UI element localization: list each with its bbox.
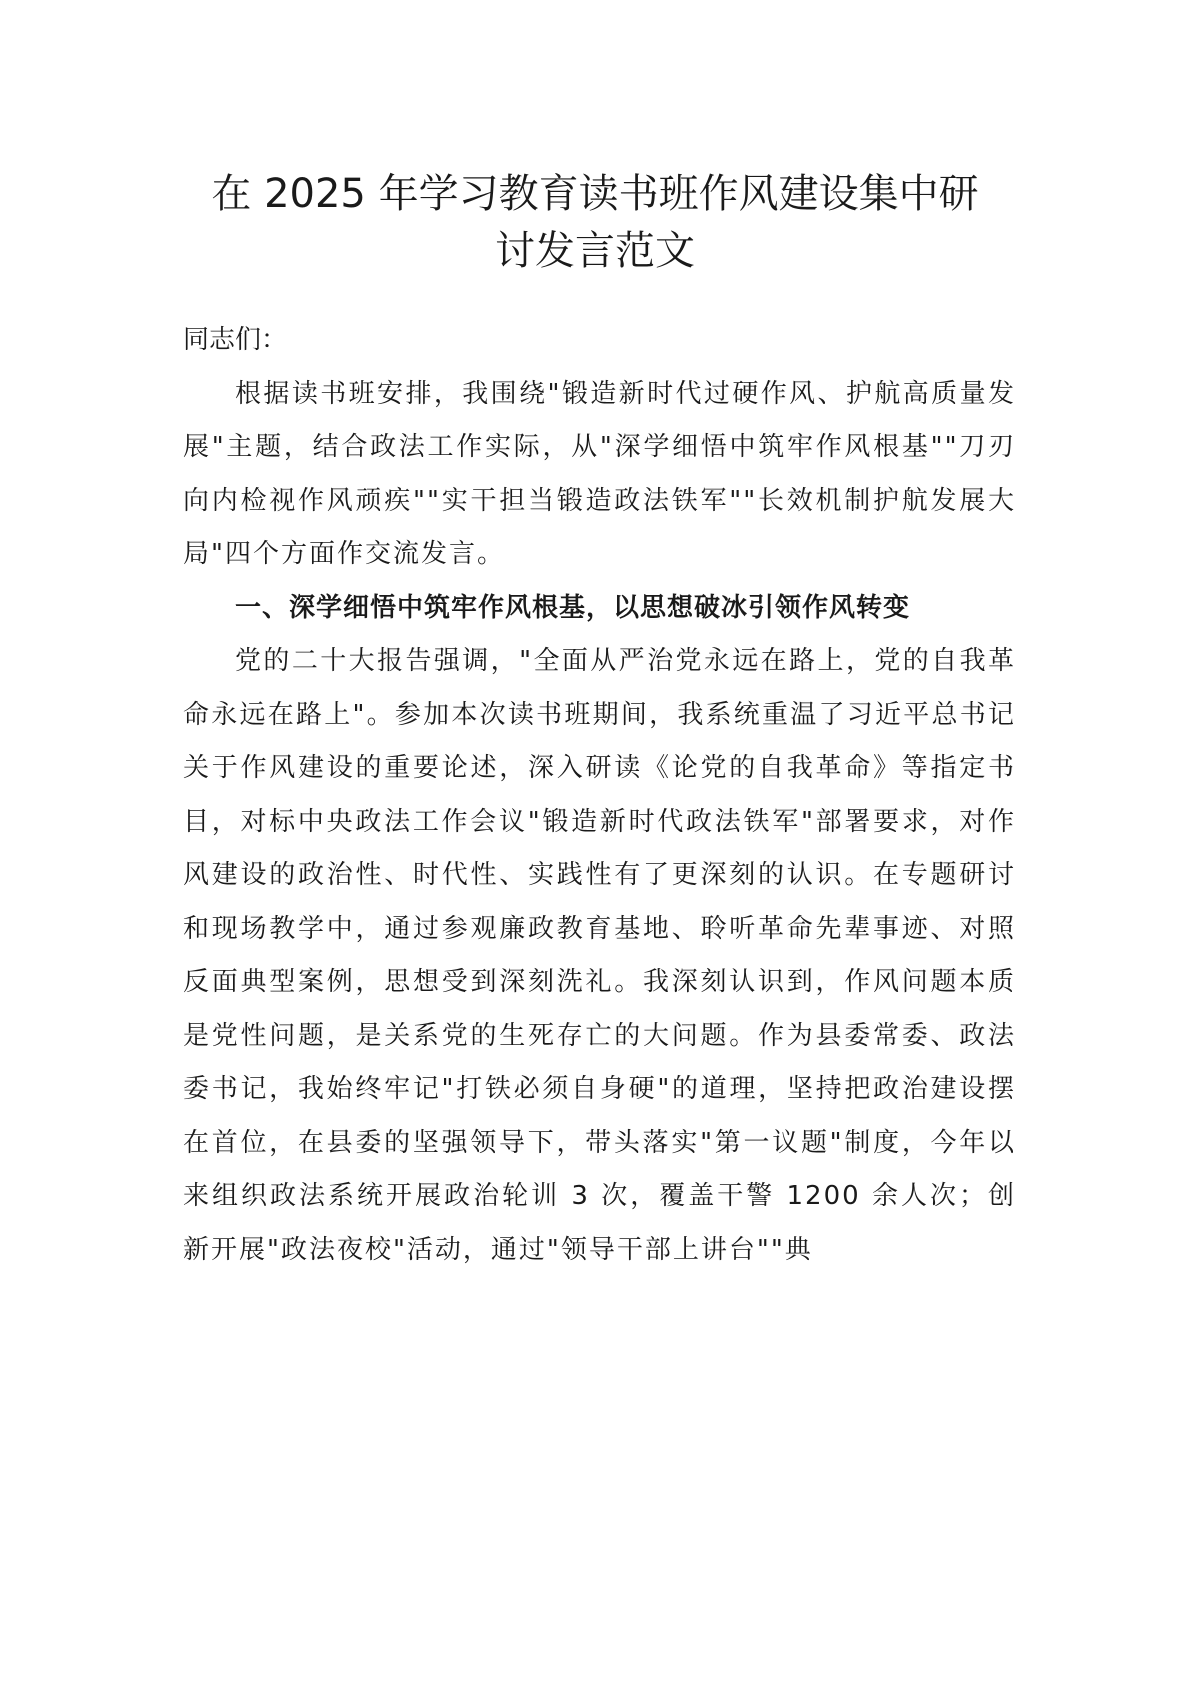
document-title (170, 166, 1020, 280)
document-body (183, 314, 1016, 1277)
intro-paragraph: 根据读书班安排，我围绕"锻造新时代过硬作风、护航高质量发展"主题，结合政法工作实际，从"深学细悟中筑牢作风根基""刀刃向内检视作风顽疾""实干担当锻造政法铁军""长效机制护航发展大局"四个方面作交流发言。 (183, 378, 1016, 569)
salutation: 同志们： (183, 325, 288, 355)
document-title-line-2: 讨发言范文 (495, 228, 695, 274)
section-1-heading: 一、深学细悟中筑牢作风根基，以思想破冰引领作风转变 (235, 592, 911, 623)
document-title-line-1: 在 2025 年学习教育读书班作风建设集中研 (211, 171, 979, 217)
section-1-paragraph: 党的二十大报告强调，"全面从严治党永远在路上，党的自我革命永远在路上"。参加本次读书班期间，我系统重温了习近平总书记关于作风建设的重要论述，深入研读《论党的自我革命》等指定书目，对标中央政法工作会议"锻造新时代政法铁军"部署要求，对作风建设的政治性、时代性、实践性有了更深刻的认识。在专题研讨和现场教学中，通过参观廉政教育基地、聆听革命先辈事迹、对照反面典型案例，思想受到深刻洗礼。我深刻认识到，作风问题本质是党性问题，是关系党的生死存亡的大问题。作为县委常委、政法委书记，我始终牢记"打铁必须自身硬"的道理，坚持把政治建设摆在首位，在县委的坚强领导下，带头落实"第一议题"制度，今年以来组织政法系统开展政治轮训 3 次，覆盖干警 1200 余人次；创新开展"政法夜校"活动，通过"领导干部上讲台""典 (183, 646, 1016, 1265)
